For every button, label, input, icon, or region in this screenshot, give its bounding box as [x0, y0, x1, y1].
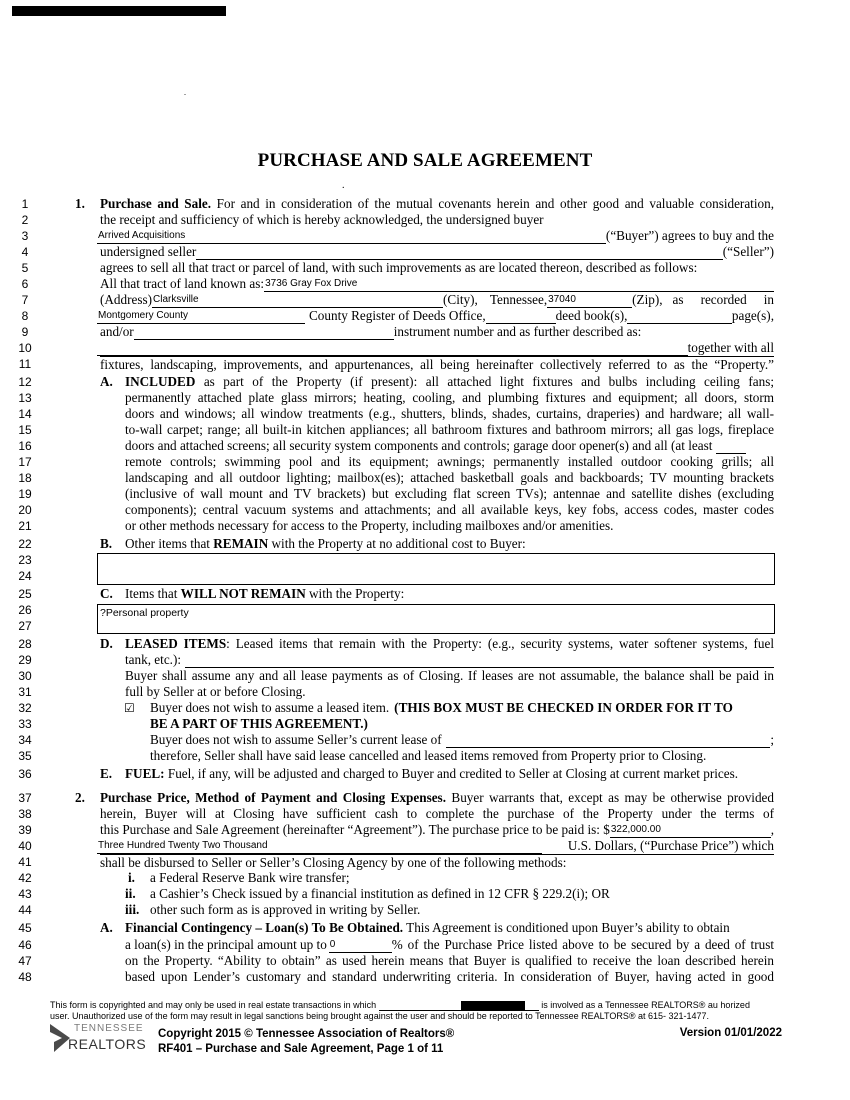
line-number: 31	[18, 685, 32, 699]
line-17	[0, 454, 850, 470]
line-21	[0, 518, 850, 534]
line-number: 28	[18, 637, 32, 651]
bold-text: (THIS BOX MUST BE CHECKED IN ORDER FOR IT TO	[394, 700, 733, 715]
subsection-label: B.	[100, 536, 113, 551]
list-marker: i.	[128, 870, 135, 885]
buyer-name-field[interactable]: Arrived Acquisitions	[97, 229, 606, 244]
financial-contingency-intro	[125, 920, 774, 936]
not-remain-heading	[125, 586, 774, 602]
text: components); central vacuum systems and attachments; and all available keys, key fobs, access codes, master codes	[125, 502, 774, 517]
line-35	[0, 748, 850, 764]
line-28	[0, 636, 850, 652]
subsection-heading: Financial Contingency – Loan(s) To Be Obtained.	[125, 920, 404, 935]
line-number: 36	[18, 767, 32, 781]
text: herein, Buyer will at Closing have sufficient cash to complete the purchase of the Property under the terms of	[100, 806, 774, 821]
stray-dot: .	[184, 88, 186, 97]
line-number: 16	[18, 439, 32, 453]
line-number: 32	[18, 701, 32, 715]
text: this Purchase and Sale Agreement (hereinafter “Agreement”). The purchase price to be paid is: $	[100, 822, 610, 837]
checkbox-checked-icon[interactable]: ☑	[124, 701, 135, 715]
subsection-label: C.	[100, 586, 113, 601]
text: Other items that	[125, 536, 210, 551]
line-36	[0, 766, 850, 782]
bold-text: WILL NOT REMAIN	[180, 586, 306, 601]
line-number: 3	[21, 229, 29, 243]
text: Buyer does not wish to assume a leased item.	[150, 700, 390, 715]
line-29	[0, 652, 850, 668]
county-line	[97, 308, 774, 324]
line-42	[0, 870, 850, 886]
page-field[interactable]	[627, 309, 731, 324]
remain-items-box[interactable]	[97, 553, 775, 585]
line-37	[0, 790, 850, 806]
text: undersigned seller	[100, 244, 197, 259]
instrument-number-field[interactable]	[134, 325, 394, 340]
price-line	[100, 822, 774, 838]
seller-line	[100, 244, 774, 260]
line-22	[0, 536, 850, 552]
line-number: 17	[18, 455, 32, 469]
line-number: 37	[18, 791, 32, 805]
text: to-wall carpet; range; all built-in kitchen appliances; all bathroom fixtures and bathroom mirrors; all gas logs, fireplace	[125, 422, 774, 437]
city-field[interactable]: Clarksville	[152, 293, 443, 308]
subsection-label: E.	[100, 766, 113, 781]
line-number: 22	[18, 537, 32, 551]
text: on the Property. “Ability to obtain” as used herein means that Buyer is qualified to receive the loan described herein	[125, 953, 774, 968]
section-number: 1.	[75, 196, 85, 211]
text: This form is copyrighted and may only be used in real estate transactions in which	[50, 1000, 377, 1010]
line-41	[0, 854, 850, 870]
buyer-line	[97, 228, 774, 244]
line-44	[0, 902, 850, 918]
text: in	[763, 292, 774, 307]
loan-amount-line	[125, 937, 774, 953]
text: a Cashier’s Check issued by a financial institution as defined in 12 CFR § 229.2(i); OR	[150, 886, 610, 901]
line-number: 35	[18, 749, 32, 763]
text: agrees to sell all that tract or parcel of land, with such improvements as are located thereon, described as follows:	[100, 260, 698, 275]
subsection-heading: INCLUDED	[125, 374, 196, 389]
line-45	[0, 920, 850, 936]
line-33	[0, 716, 850, 732]
line-number: 42	[18, 871, 32, 885]
subsection-label: A.	[100, 920, 113, 935]
text: a Federal Reserve Bank wire transfer;	[150, 870, 350, 885]
line-number: 47	[18, 954, 32, 968]
price-words-line	[97, 838, 774, 854]
text: with the Property:	[309, 586, 405, 601]
line-number: 7	[21, 293, 29, 307]
line-number: 44	[18, 903, 32, 917]
leased-items-line	[125, 652, 774, 668]
text: tank, etc.):	[125, 652, 182, 667]
copyright-block	[158, 1027, 454, 1057]
line-34	[0, 732, 850, 748]
text: together with all	[687, 340, 774, 355]
line-number: 2	[21, 213, 29, 227]
line-number: 40	[18, 839, 32, 853]
line-10	[0, 340, 850, 356]
text: a loan(s) in the principal amount up to	[125, 937, 327, 952]
city-zip-line	[100, 292, 774, 308]
line-14	[0, 406, 850, 422]
cancel-lease-line	[150, 732, 774, 748]
text: remote controls; swimming pool and its equipment; awnings; permanently installed outdoor cooking grills; all	[125, 454, 774, 469]
line-number: 38	[18, 807, 32, 821]
text: (inclusive of wall mount and TV brackets) but excluding flat screen TVs); antennae and satellite dishes (excluding	[125, 486, 774, 501]
text: deed book(s),	[555, 308, 628, 323]
line-3	[0, 228, 850, 244]
text: landscaping and all outdoor lighting; mailbox(es); attached basketball goals and backboards; TV mounting brackets	[125, 470, 774, 485]
line-number: 14	[18, 407, 32, 421]
list-marker: ii.	[125, 886, 136, 901]
text: For and in consideration of the mutual covenants herein and other good and valuable consideration,	[216, 196, 774, 211]
no-assume-line	[150, 700, 774, 716]
text: doors and windows; all window treatments (e.g., shutters, blinds, shades, curtains, draperies) and hardware; all wall-	[125, 406, 774, 421]
text: Buyer shall assume any and all lease payments as of Closing. If leases are not assumable, the balance shall be paid in	[125, 668, 774, 683]
subsection-label: A.	[100, 374, 113, 389]
further-description-field[interactable]	[97, 341, 688, 356]
text: County Register of Deeds Office,	[309, 308, 486, 323]
line-1	[0, 196, 850, 212]
line-39	[0, 822, 850, 838]
loan-percent-field[interactable]: 0	[329, 938, 392, 953]
text: therefore, Seller shall have said lease cancelled and leased items removed from Property prior to Closing.	[150, 748, 707, 763]
line-4	[0, 244, 850, 260]
text: is involved as a Tennessee REALTORS® au horized	[541, 1000, 750, 1010]
line-18	[0, 470, 850, 486]
line-16	[0, 438, 850, 454]
county-field[interactable]: Montgomery County	[97, 309, 305, 324]
remain-heading	[125, 536, 774, 552]
line-19	[0, 486, 850, 502]
remote-count-field[interactable]	[716, 439, 746, 454]
line-number: 27	[18, 619, 32, 633]
leased-intro	[125, 636, 774, 652]
line-number: 45	[18, 921, 32, 935]
section-heading: Purchase Price, Method of Payment and Closing Expenses.	[100, 790, 446, 805]
line-number: 33	[18, 717, 32, 731]
subsection-heading: FUEL:	[125, 766, 165, 781]
text: (“Buyer”) agrees to buy and the	[605, 228, 774, 243]
line-number: 6	[21, 277, 29, 291]
line-number: 24	[18, 569, 32, 583]
deed-book-field[interactable]	[486, 309, 556, 324]
text: (Zip),	[632, 292, 663, 307]
line-number: 39	[18, 823, 32, 837]
line-20	[0, 502, 850, 518]
line-number: 30	[18, 669, 32, 683]
line-15	[0, 422, 850, 438]
redaction-bar	[12, 6, 226, 16]
description-line	[97, 340, 774, 356]
fuel-line	[125, 766, 774, 782]
text: based upon Lender’s customary and standard underwriting criteria. In consideration of Buyer, having acted in good	[125, 969, 774, 984]
line-number: 10	[18, 341, 32, 355]
version-text: Version 01/01/2022	[679, 1027, 782, 1039]
line-46	[0, 937, 850, 953]
text: Buyer warrants that, except as may be otherwise provided	[451, 790, 774, 805]
line-number: 8	[21, 309, 29, 323]
line-40	[0, 838, 850, 854]
redaction-bar	[461, 1001, 525, 1011]
section-heading: Purchase and Sale.	[100, 196, 212, 211]
price-in-words-field[interactable]: Three Hundred Twenty Two Thousand	[97, 839, 542, 854]
copyright-notice	[50, 1000, 810, 1022]
text: ;	[770, 732, 774, 747]
text: All that tract of land known as:	[100, 276, 265, 291]
line-9	[0, 324, 850, 340]
text: full by Seller at or before Closing.	[125, 684, 306, 699]
licensee-field[interactable]	[379, 1001, 461, 1011]
text: and/or	[100, 324, 134, 339]
address-line	[100, 276, 774, 292]
section-number: 2.	[75, 790, 85, 805]
line-number: 26	[18, 603, 32, 617]
line-number: 29	[18, 653, 32, 667]
text: permanently attached plate glass mirrors; heating, cooling, and plumbing fixtures and equipment; all doors, storm	[125, 390, 774, 405]
line-8	[0, 308, 850, 324]
text: Buyer does not wish to assume Seller’s current lease of	[150, 732, 442, 747]
text: U.S. Dollars, (“Purchase Price”) which	[567, 838, 774, 853]
line-number: 43	[18, 887, 32, 901]
text: with the Property at no additional cost to Buyer:	[271, 536, 526, 551]
seller-name-field[interactable]	[196, 245, 722, 260]
line-30	[0, 668, 850, 684]
bold-text: BE A PART OF THIS AGREEMENT.)	[150, 716, 368, 731]
text: doors and attached screens; all security system components and controls; garage door opener(s) and all (at least	[125, 438, 713, 453]
line-number: 15	[18, 423, 32, 437]
copyright-text: Copyright 2015 © Tennessee Association of Realtors®	[158, 1028, 455, 1040]
text: This Agreement is conditioned upon Buyer’s ability to obtain	[406, 920, 730, 935]
included-intro	[125, 374, 774, 390]
text: Items that	[125, 586, 178, 601]
zip-field[interactable]: 37040	[547, 293, 632, 308]
text: the receipt and sufficiency of which is hereby acknowledged, the undersigned buyer	[100, 212, 544, 227]
instrument-line	[100, 324, 774, 340]
line-43	[0, 886, 850, 902]
text: as part of the Property (if present): all attached light fixtures and bulbs including ceiling fans;	[203, 374, 774, 389]
stray-dot-2: .	[342, 180, 345, 191]
text: (Address)	[100, 292, 153, 307]
line-47	[0, 953, 850, 969]
logo-text-top: TENNESSEE	[74, 1023, 144, 1034]
text: (City),	[443, 292, 478, 307]
text: (“Seller”)	[722, 244, 774, 259]
text: page(s),	[731, 308, 774, 323]
purchase-price-field[interactable]: 322,000.00	[610, 823, 771, 838]
text: % of the Purchase Price listed above to be secured by a deed of trust	[391, 937, 774, 952]
text: : Leased items that remain with the Property: (e.g., security systems, water softener systems, fuel	[226, 636, 774, 651]
line-6	[0, 276, 850, 292]
line-number: 9	[21, 325, 29, 339]
line-13	[0, 390, 850, 406]
text: ,	[770, 822, 774, 837]
document-title: PURCHASE AND SALE AGREEMENT	[257, 150, 593, 171]
line-number: 34	[18, 733, 32, 747]
text: shall be disbursed to Seller or Seller’s Closing Agency by one of the following methods:	[100, 854, 774, 871]
line-5	[0, 260, 850, 276]
text: fixtures, landscaping, improvements, and appurtenances, all being hereinafter collectively referred to as the “Property.”	[100, 357, 774, 372]
line-number: 48	[18, 970, 32, 984]
line-number: 46	[18, 938, 32, 952]
subsection-heading: LEASED ITEMS	[125, 636, 227, 651]
line-number: 18	[18, 471, 32, 485]
text: other such form as is approved in writing by Seller.	[150, 902, 421, 917]
leased-items-field[interactable]	[185, 653, 774, 668]
text: user. Unauthorized use of the form may result in legal sanctions being brought against the user and should be reported to Tennessee REALTORS® at 615- 321-1477.	[50, 1011, 710, 1021]
line-number: 20	[18, 503, 32, 517]
line-number: 41	[18, 855, 32, 869]
line-38	[0, 806, 850, 822]
section1-intro	[100, 196, 774, 212]
not-remain-items-box[interactable]: ?Personal property	[97, 604, 775, 634]
text: instrument number and as further described as:	[393, 324, 642, 339]
line-32	[0, 700, 850, 716]
subsection-label: D.	[100, 636, 113, 651]
line-48	[0, 969, 850, 985]
line-2	[0, 212, 850, 228]
current-lease-field[interactable]	[446, 733, 771, 748]
text: Tennessee,	[489, 292, 548, 307]
line-number: 12	[18, 375, 32, 389]
line-12	[0, 374, 850, 390]
form-id-text: RF401 – Purchase and Sale Agreement, Page 1 of 11	[158, 1043, 444, 1055]
line-number: 19	[18, 487, 32, 501]
line-number: 5	[21, 261, 29, 275]
text: recorded	[700, 292, 747, 307]
line-number: 11	[18, 357, 32, 371]
list-marker: iii.	[125, 902, 140, 917]
line-number: 21	[18, 519, 32, 533]
line-number: 13	[18, 391, 32, 405]
street-address-field[interactable]: 3736 Gray Fox Drive	[264, 277, 774, 292]
line-31	[0, 684, 850, 700]
text: as	[672, 292, 684, 307]
line-number: 23	[18, 553, 32, 567]
text: or other methods necessary for access to the Property, including mailboxes and/or amenities.	[125, 518, 614, 533]
line-25	[0, 586, 850, 602]
section2-intro	[100, 790, 774, 806]
remote-count-line	[125, 438, 774, 454]
tennessee-realtors-logo	[50, 1022, 150, 1056]
bold-text: REMAIN	[213, 536, 269, 551]
line-number: 25	[18, 587, 32, 601]
line-number: 4	[21, 245, 29, 259]
line-11	[0, 356, 850, 372]
line-number: 1	[21, 197, 29, 211]
logo-text-bottom: REALTORS	[68, 1036, 147, 1052]
text: Fuel, if any, will be adjusted and charged to Buyer and credited to Seller at Closing at current market prices.	[167, 766, 739, 781]
line-7	[0, 292, 850, 308]
